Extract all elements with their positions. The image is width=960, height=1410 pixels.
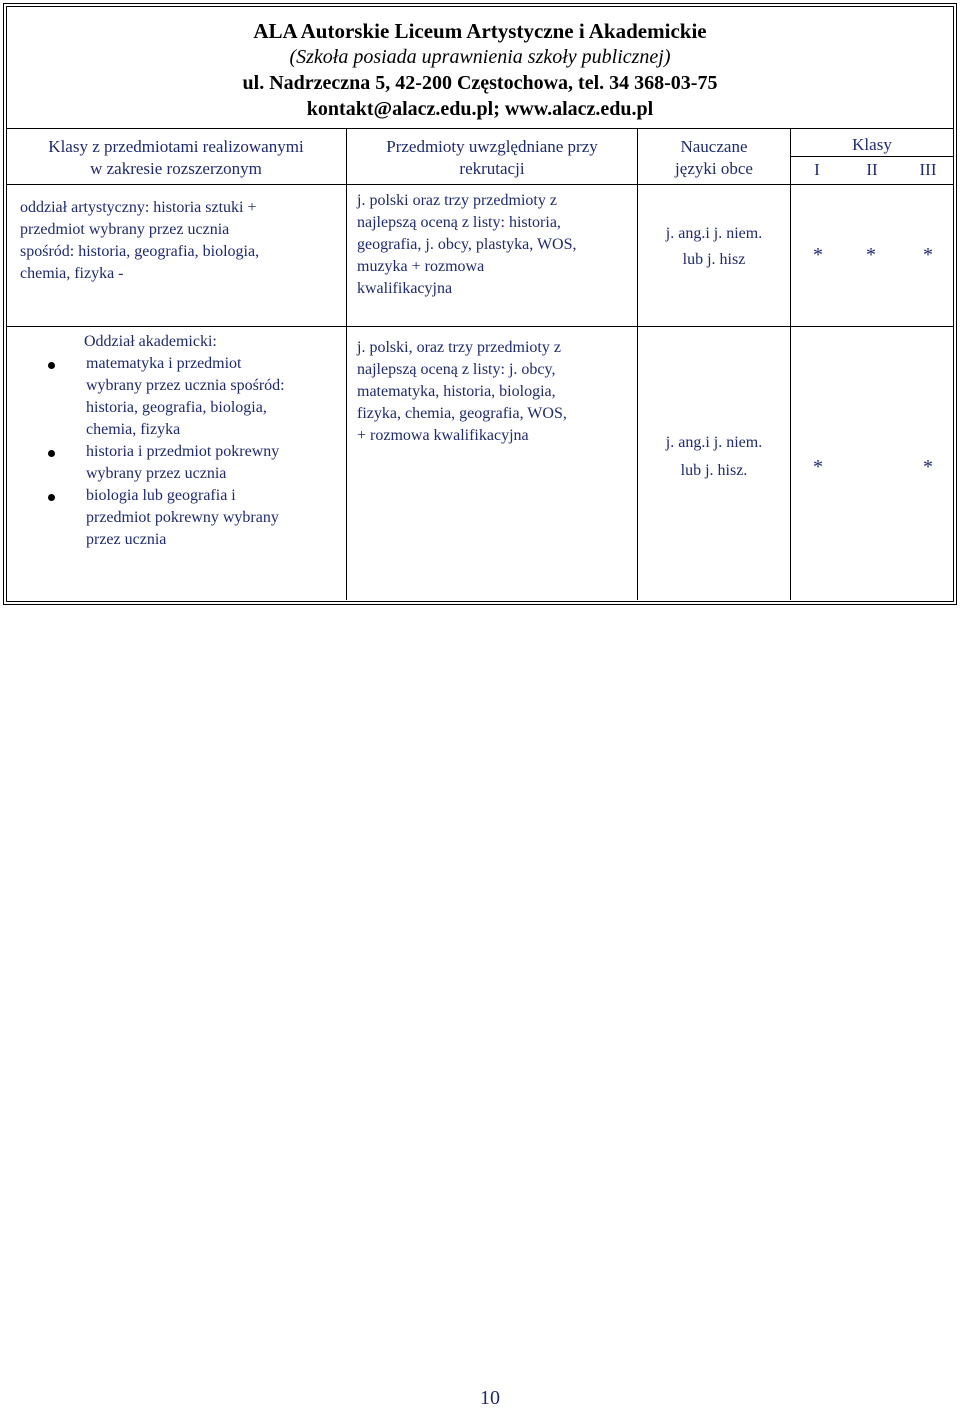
header-klasy-III: III xyxy=(919,160,937,179)
col-sep-2 xyxy=(637,128,638,600)
bullet-line: historia i przedmiot pokrewny xyxy=(86,443,280,460)
row1-klasy xyxy=(20,197,342,285)
row1-przedmioty-line: geografia, j. obcy, plastyka, WOS, xyxy=(357,236,577,253)
row2-klasy-title: Oddział akademicki: xyxy=(84,333,217,350)
bullet-dot xyxy=(48,450,55,457)
row1-klasy-line: przedmiot wybrany przez ucznia xyxy=(20,221,230,238)
row2-przedmioty-line: j. polski, oraz trzy przedmioty z xyxy=(357,339,561,356)
bullet-line: historia, geografia, biologia, xyxy=(86,399,267,416)
row2-przedmioty-line: najlepszą oceną z listy: j. obcy, xyxy=(357,361,556,378)
school-name: ALA Autorskie Liceum Artystyczne i Akademickie xyxy=(253,19,707,43)
bullet-line: matematyka i przedmiot xyxy=(86,355,242,372)
header-jezyki-line2: języki obce xyxy=(675,159,753,178)
row1-jezyki-line1: j. ang.i j. niem. xyxy=(665,225,763,242)
row1-przedmioty-line: muzyka + rozmowa xyxy=(357,258,485,275)
row2-przedmioty-line: + rozmowa kwalifikacyjna xyxy=(357,427,529,444)
row1-przedmioty-line: kwalifikacyjna xyxy=(357,280,453,297)
row1-mark-III: * xyxy=(923,244,933,266)
bullet-line: przez ucznia xyxy=(86,531,167,548)
row1-przedmioty-line: najlepszą oceną z listy: historia, xyxy=(357,214,561,231)
col-sep-3 xyxy=(790,128,791,600)
row2-przedmioty-line: fizyka, chemia, geografia, WOS, xyxy=(357,405,567,422)
row2-klasy-bullets xyxy=(38,353,344,551)
row2-mark-III: * xyxy=(923,456,933,478)
header-klasy-line2: w zakresie rozszerzonym xyxy=(90,159,262,178)
bullet-line: biologia lub geografia i xyxy=(86,487,236,504)
row1-klasy-line: chemia, fizyka - xyxy=(20,265,124,282)
header-klasy-II: II xyxy=(866,160,878,179)
row2-przedmioty-line: matematyka, historia, biologia, xyxy=(357,383,556,400)
header-klasy-I: I xyxy=(814,160,820,179)
row2-przedmioty xyxy=(357,337,635,447)
rule-between-rows xyxy=(6,326,953,327)
row2-mark-I: * xyxy=(813,456,823,478)
bullet-item xyxy=(38,441,344,485)
col-sep-1 xyxy=(346,128,347,600)
row2-jezyki xyxy=(639,429,789,485)
bullet-item xyxy=(38,485,344,551)
header-klasy-przedmioty xyxy=(8,136,344,180)
row1-jezyki-line2: lub j. hisz xyxy=(682,251,746,268)
row2-klasy xyxy=(38,331,344,551)
bullet-line: przedmiot pokrewny wybrany xyxy=(86,509,279,526)
row1-klasy-line: spośród: historia, geografia, biologia, xyxy=(20,243,260,260)
row1-klasy-line: oddział artystyczny: historia sztuki + xyxy=(20,199,257,216)
row2-jezyki-line2: lub j. hisz. xyxy=(680,462,748,479)
row2-jezyki-line1: j. ang.i j. niem. xyxy=(665,434,763,451)
bullet-dot xyxy=(48,494,55,501)
header-klasy-line1: Klasy z przedmiotami realizowanymi xyxy=(48,137,304,156)
header-przedmioty-rekrutacja xyxy=(348,136,636,180)
header-jezyki-line1: Nauczane xyxy=(680,137,748,156)
header-jezyki xyxy=(639,136,789,180)
row1-mark-I: * xyxy=(813,244,823,266)
bullet-line: wybrany przez ucznia xyxy=(86,465,227,482)
school-contact: kontakt@alacz.edu.pl; www.alacz.edu.pl xyxy=(306,98,654,120)
row1-mark-II: * xyxy=(866,244,876,266)
rule-below-heading xyxy=(6,128,953,129)
bullet-dot xyxy=(48,362,55,369)
row1-przedmioty-line: j. polski oraz trzy przedmioty z xyxy=(357,192,557,209)
bullet-item xyxy=(38,353,344,441)
school-status: (Szkoła posiada uprawnienia szkoły publicznej) xyxy=(289,46,671,68)
row1-jezyki xyxy=(639,221,789,273)
page-number: 10 xyxy=(480,1387,500,1409)
header-przedmioty-line2: rekrutacji xyxy=(459,159,525,178)
bullet-line: wybrany przez ucznia spośród: xyxy=(86,377,285,394)
header-przedmioty-line1: Przedmioty uwzględniane przy xyxy=(386,137,598,156)
row1-przedmioty xyxy=(357,190,635,300)
school-address: ul. Nadrzeczna 5, 42-200 Częstochowa, tel. 34 368-03-75 xyxy=(242,72,718,94)
rule-below-column-headers xyxy=(6,184,953,185)
bullet-line: chemia, fizyka xyxy=(86,421,181,438)
rule-klasy-sub xyxy=(790,156,953,157)
header-klasy-title: Klasy xyxy=(852,135,892,154)
